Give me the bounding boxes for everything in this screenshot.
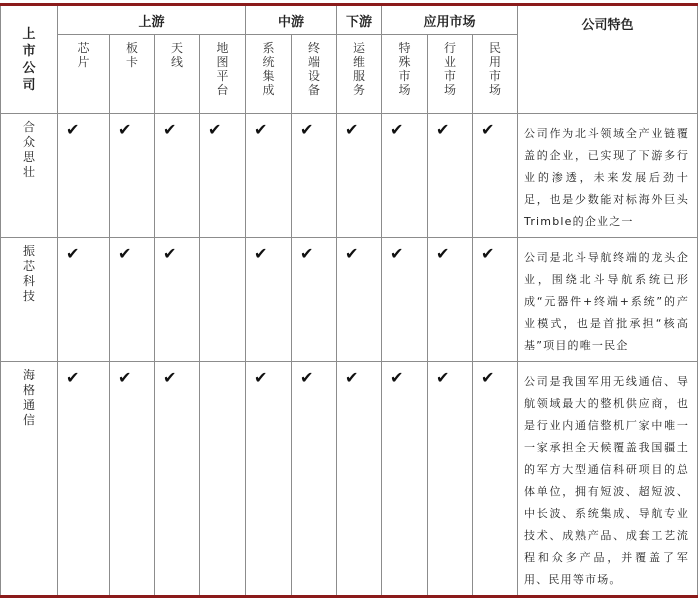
- check-cell: [110, 238, 155, 362]
- check-cell: [200, 362, 246, 597]
- check-cell: [110, 114, 155, 238]
- subheader-operation-service: [337, 35, 382, 114]
- check-icon: ✔: [66, 244, 80, 263]
- check-cell: [337, 114, 382, 238]
- check-cell: [292, 362, 337, 597]
- check-icon: ✔: [345, 244, 359, 263]
- check-cell: [382, 362, 428, 597]
- subheader-special-market-text: 特殊市场: [398, 41, 411, 97]
- company-column-header-text: 上市公司: [22, 26, 36, 93]
- check-cell: [155, 238, 200, 362]
- check-cell: [246, 362, 292, 597]
- check-icon: ✔: [118, 368, 132, 387]
- subheader-civil-market: [473, 35, 518, 114]
- check-cell: [382, 114, 428, 238]
- check-icon: ✔: [254, 368, 268, 387]
- check-cell: [110, 362, 155, 597]
- subheader-system-integration-text: 系统集成: [262, 41, 275, 97]
- subheader-special-market: [382, 35, 428, 114]
- check-icon: ✔: [163, 120, 177, 139]
- company-description: 公司作为北斗领域全产业链覆盖的企业，已实现了下游多行业的渗透，未来发展后劲十足，也是少数能对标海外巨头Trimble的企业之一: [518, 114, 698, 238]
- check-cell: [428, 238, 473, 362]
- subheader-map-platform: [200, 35, 246, 114]
- company-name: 合众思壮: [22, 120, 35, 179]
- check-icon: ✔: [254, 120, 268, 139]
- check-icon: ✔: [390, 244, 404, 263]
- check-cell: [155, 114, 200, 238]
- check-cell: [337, 362, 382, 597]
- check-cell: [473, 238, 518, 362]
- check-icon: ✔: [118, 120, 132, 139]
- check-icon: ✔: [345, 120, 359, 139]
- subheader-civil-market-text: 民用市场: [489, 41, 502, 97]
- application-market-group-header: 应用市场: [382, 5, 518, 35]
- check-icon: ✔: [254, 244, 268, 263]
- check-icon: ✔: [300, 368, 314, 387]
- check-icon: ✔: [481, 244, 495, 263]
- check-cell: [382, 238, 428, 362]
- check-icon: ✔: [436, 368, 450, 387]
- check-cell: [58, 114, 110, 238]
- check-icon: ✔: [300, 120, 314, 139]
- check-cell: [292, 238, 337, 362]
- subheader-terminal-device-text: 终端设备: [308, 41, 321, 97]
- check-cell: [292, 114, 337, 238]
- table-row: [1, 114, 698, 238]
- downstream-group-header: 下游: [337, 5, 382, 35]
- subheader-chip: [58, 35, 110, 114]
- company-description: 公司是我国军用无线通信、导航领域最大的整机供应商，也是行业内通信整机厂家中唯一一家承担全天候覆盖我国疆土的军方大型通信科研项目的总体单位，拥有短波、超短波、中长波、系统集成、导航专业技术、成熟产品、成套工艺流程和众多产品，并覆盖了军用、民用等市场。: [518, 362, 698, 597]
- check-cell: [58, 362, 110, 597]
- subheader-chip-text: 芯片: [77, 41, 90, 69]
- subheader-terminal-device: [292, 35, 337, 114]
- company-name-cell: [1, 114, 58, 238]
- company-column-header: [1, 5, 58, 114]
- subheader-antenna: [155, 35, 200, 114]
- check-icon: ✔: [345, 368, 359, 387]
- subheader-antenna-text: 天线: [170, 41, 183, 69]
- subheader-board: [110, 35, 155, 114]
- company-name-cell: [1, 238, 58, 362]
- check-cell: [155, 362, 200, 597]
- check-icon: ✔: [436, 244, 450, 263]
- company-name-cell: [1, 362, 58, 597]
- table-row: [1, 238, 698, 362]
- check-icon: ✔: [390, 120, 404, 139]
- check-icon: ✔: [300, 244, 314, 263]
- subheader-industry-market-text: 行业市场: [444, 41, 457, 97]
- check-icon: ✔: [66, 368, 80, 387]
- check-icon: ✔: [118, 244, 132, 263]
- company-feature-header: 公司特色: [518, 5, 698, 114]
- check-cell: [200, 114, 246, 238]
- subheader-board-text: 板卡: [125, 41, 138, 69]
- company-name: 振芯科技: [22, 244, 35, 303]
- check-icon: ✔: [436, 120, 450, 139]
- check-cell: [200, 238, 246, 362]
- company-description: 公司是北斗导航终端的龙头企业，围绕北斗导航系统已形成“元器件+终端+系统”的产业模式，也是首批承担“核高基”项目的唯一民企: [518, 238, 698, 362]
- upstream-group-header: 上游: [58, 5, 246, 35]
- subheader-industry-market: [428, 35, 473, 114]
- check-cell: [246, 114, 292, 238]
- check-cell: [246, 238, 292, 362]
- check-cell: [428, 114, 473, 238]
- beidou-industry-chain-table: [0, 3, 698, 598]
- check-icon: ✔: [66, 120, 80, 139]
- check-icon: ✔: [481, 368, 495, 387]
- check-icon: ✔: [390, 368, 404, 387]
- check-icon: ✔: [208, 120, 222, 139]
- check-icon: ✔: [481, 120, 495, 139]
- check-cell: [473, 114, 518, 238]
- subheader-map-platform-text: 地图平台: [216, 41, 229, 97]
- company-name: 海格通信: [22, 368, 35, 427]
- check-cell: [337, 238, 382, 362]
- check-cell: [428, 362, 473, 597]
- check-icon: ✔: [163, 244, 177, 263]
- midstream-group-header: 中游: [246, 5, 337, 35]
- subheader-system-integration: [246, 35, 292, 114]
- subheader-operation-service-text: 运维服务: [353, 41, 366, 97]
- check-cell: [58, 238, 110, 362]
- check-icon: ✔: [163, 368, 177, 387]
- check-cell: [473, 362, 518, 597]
- table-row: [1, 362, 698, 597]
